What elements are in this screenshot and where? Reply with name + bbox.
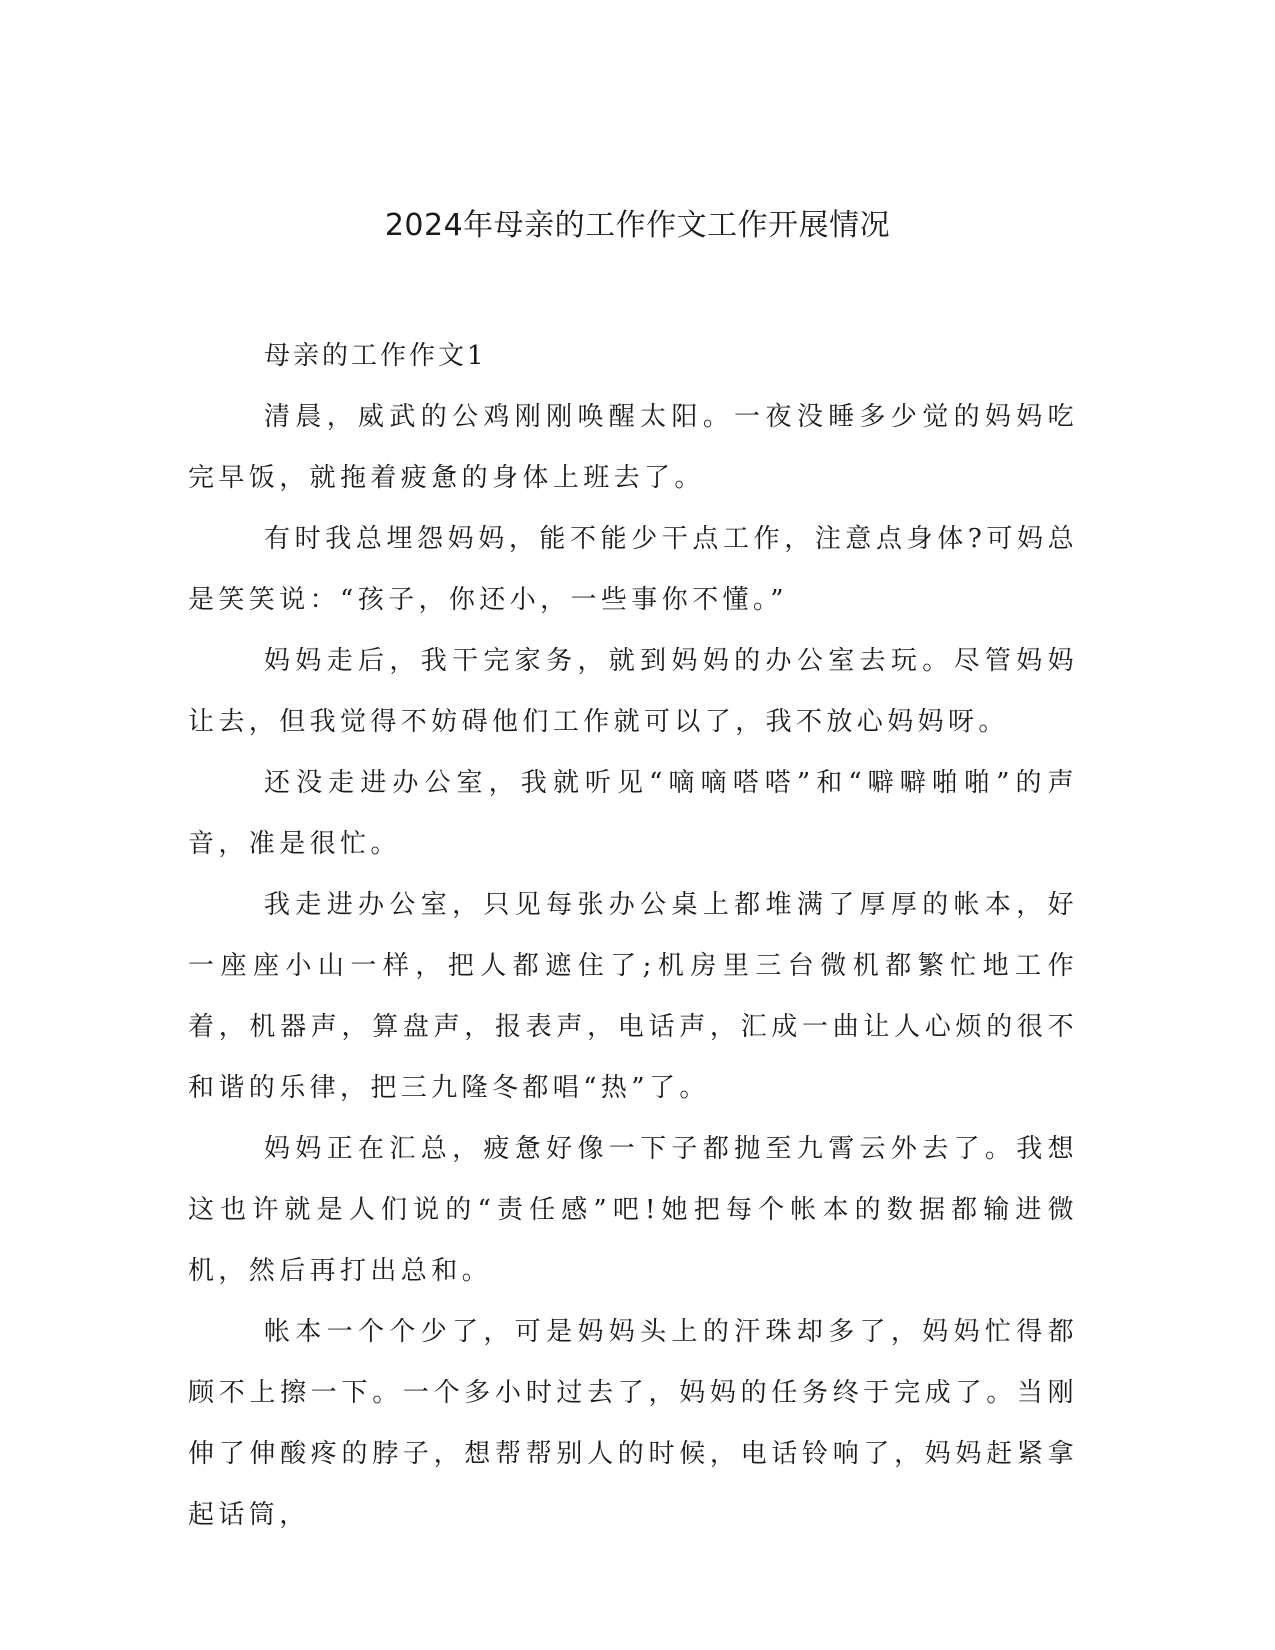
section-heading: 母亲的工作作文1 <box>264 341 487 371</box>
paragraph: 妈妈走后，我干完家务，就到妈妈的办公室去玩。尽管妈妈让去，但我觉得不妨碍他们工作就可以了，我不放心妈妈呀。 <box>188 646 1078 737</box>
paragraph: 帐本一个个少了，可是妈妈头上的汗珠却多了，妈妈忙得都顾不上擦一下。一个多小时过去了，妈妈的任务终于完成了。当刚伸了伸酸疼的脖子，想帮帮别人的时候，电话铃响了，妈妈赶紧拿起话筒， <box>188 1317 1078 1530</box>
document-body <box>188 326 1078 1546</box>
paragraph: 我走进办公室，只见每张办公桌上都堆满了厚厚的帐本，好一座座小山一样，把人都遮住了;机房里三台微机都繁忙地工作着，机器声，算盘声，报表声，电话声，汇成一曲让人心烦的很不和谐的乐律，把三九隆冬都唱“热”了。 <box>188 890 1078 1103</box>
paragraph: 妈妈正在汇总，疲惫好像一下子都抛至九霄云外去了。我想这也许就是人们说的“责任感”吧!她把每个帐本的数据都输进微机，然后再打出总和。 <box>188 1134 1078 1286</box>
paragraph: 还没走进办公室，我就听见“嘀嘀嗒嗒”和“噼噼啪啪”的声音，准是很忙。 <box>188 768 1078 859</box>
paragraph: 清晨，威武的公鸡刚刚唤醒太阳。一夜没睡多少觉的妈妈吃完早饭，就拖着疲惫的身体上班去了。 <box>188 402 1078 493</box>
document-title: 2024年母亲的工作作文工作开展情况 <box>384 208 891 243</box>
paragraph: 有时我总埋怨妈妈，能不能少干点工作，注意点身体?可妈总是笑笑说：“孩子，你还小，一些事你不懂。” <box>188 524 1078 615</box>
